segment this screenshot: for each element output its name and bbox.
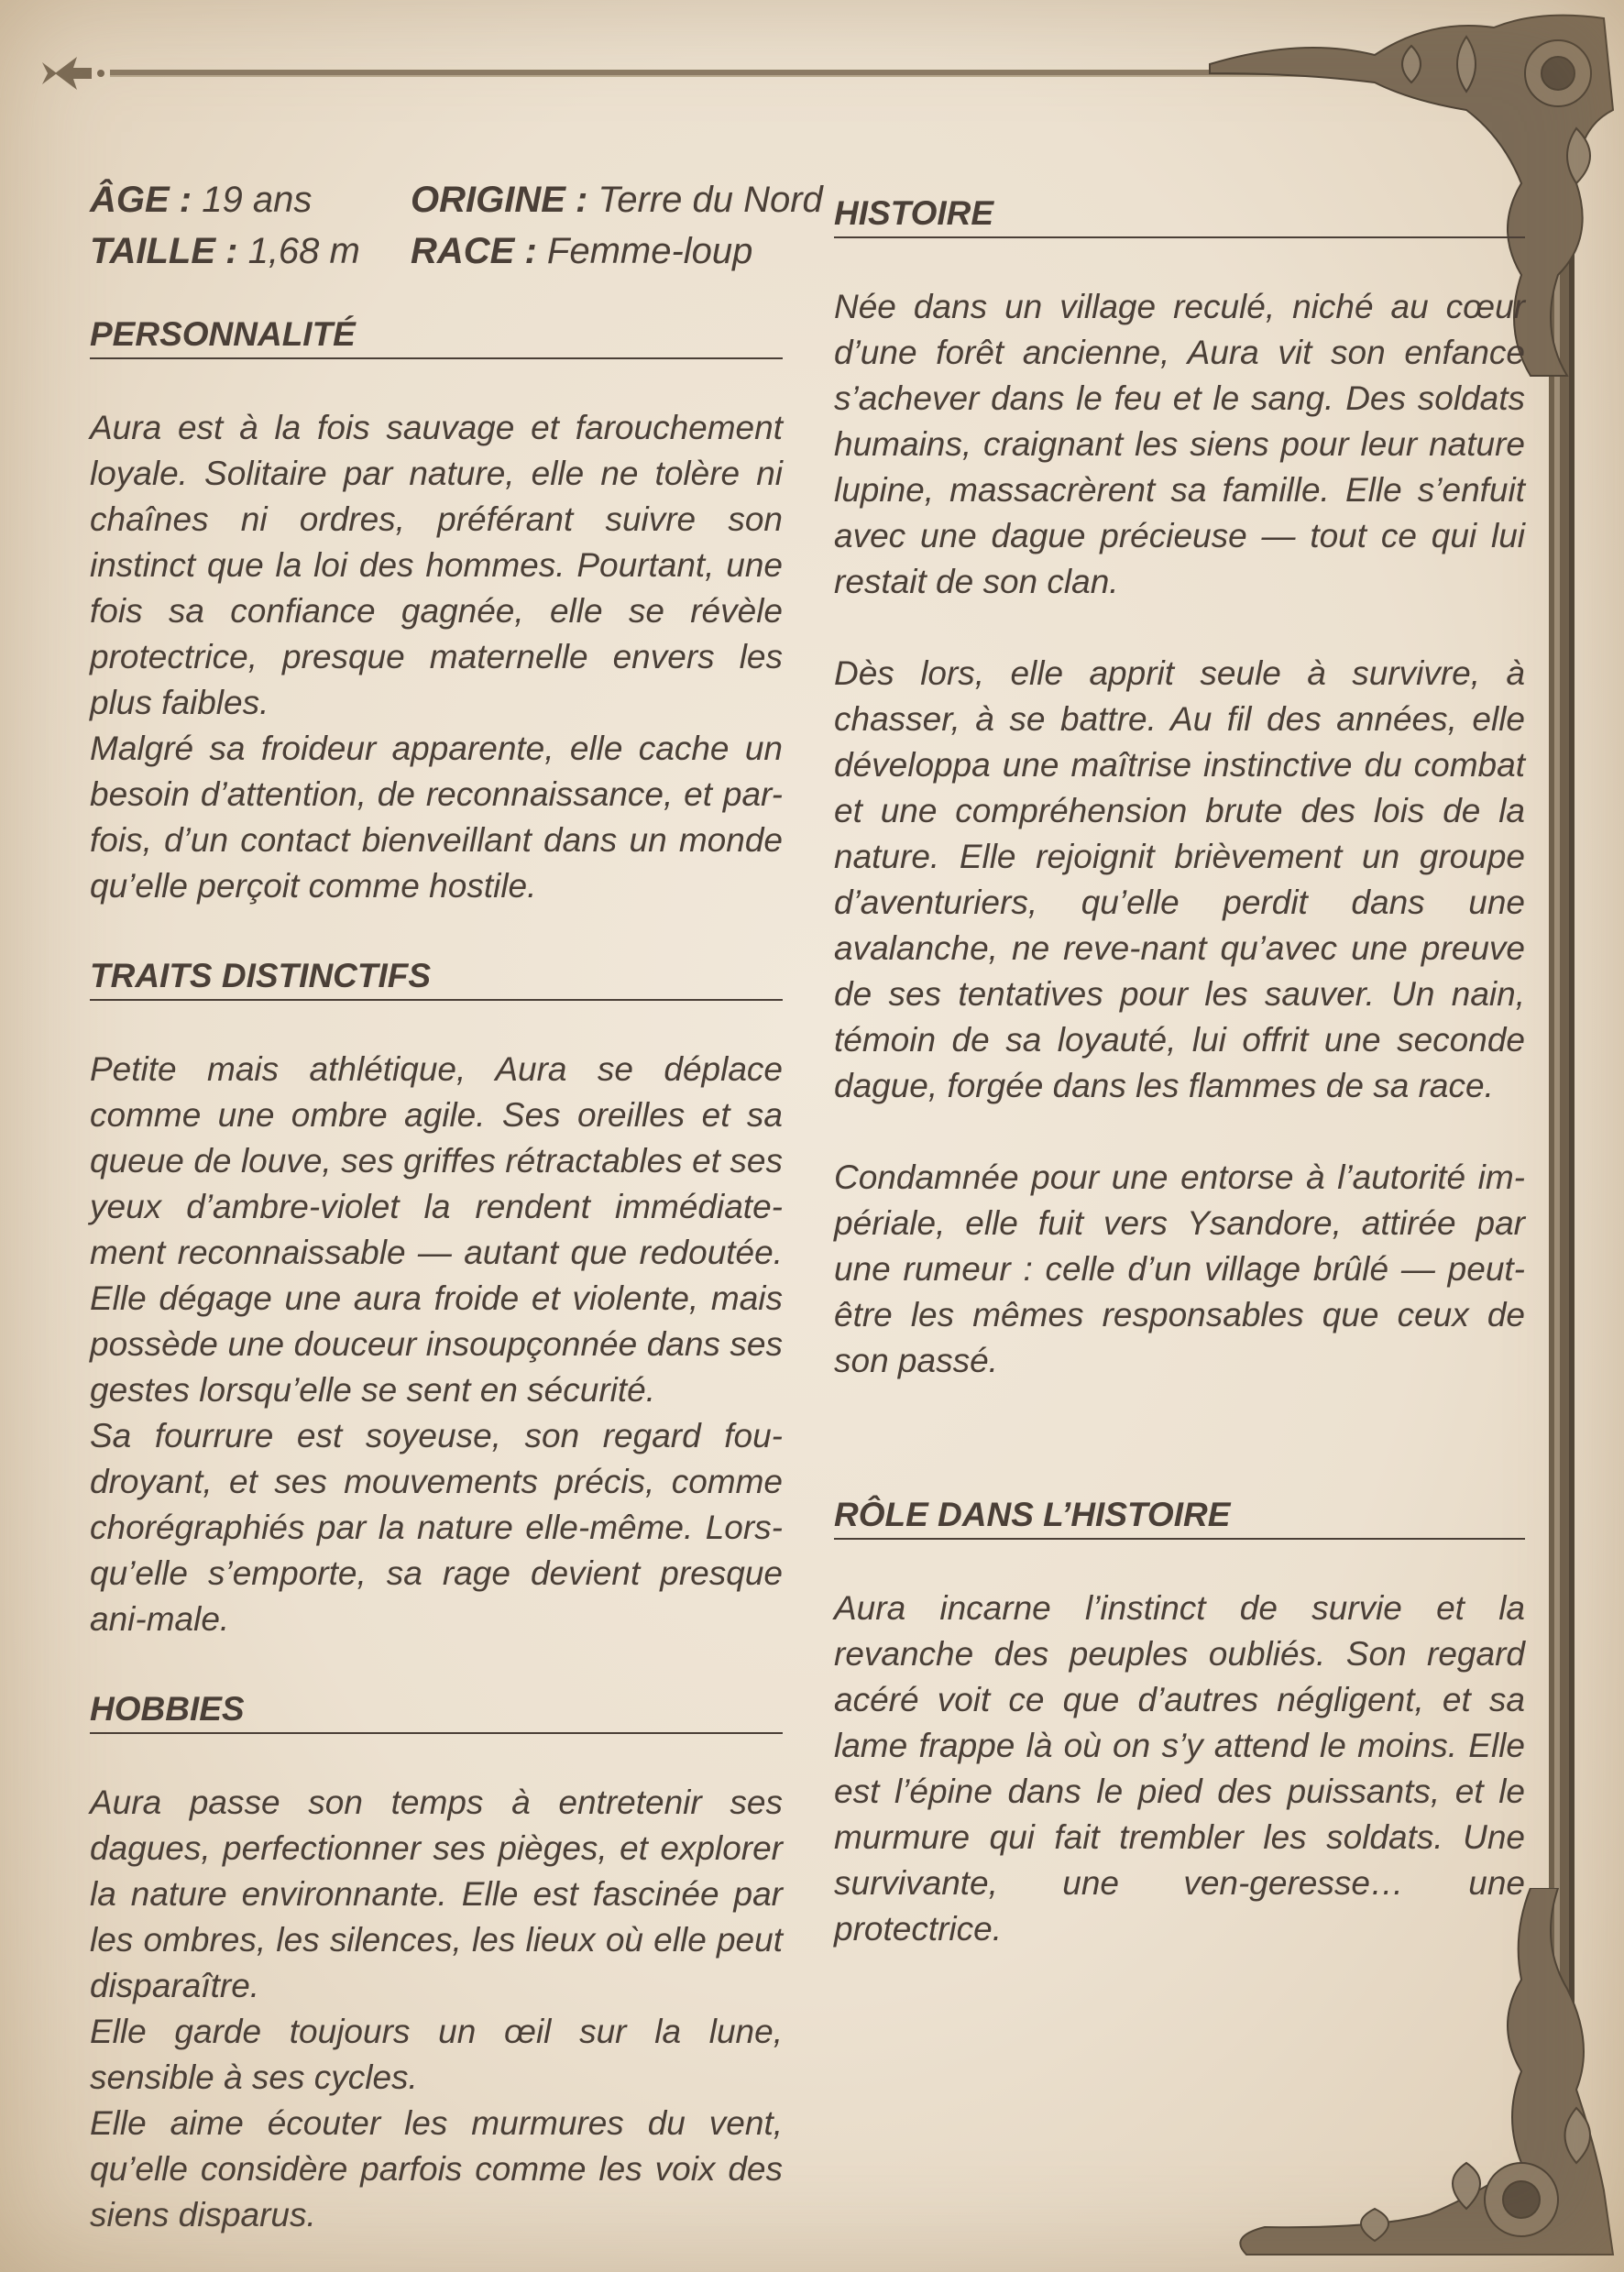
personnalite-title: PERSONNALITÉ — [90, 313, 783, 359]
identity-block — [90, 174, 823, 275]
role-title: RÔLE DANS L’HISTOIRE — [834, 1494, 1525, 1540]
personnalite-paragraph: Aura est à la fois sauvage et farouchement loyale. Solitaire par nature, elle ne tolère ni chaînes ni ordres, préférant suivre son instinct que la loi des hommes. Pourtant, une fois sa confiance gagnée, elle se révèle protectrice, presque maternelle envers les plus faibles. — [90, 409, 783, 721]
personnalite-paragraph: Malgré sa froideur apparente, elle cache un besoin d’attention, de reconnaissance, et par-fois, d’un contact bienveillant dans un monde qu’elle perçoit comme hostile. — [90, 730, 783, 905]
traits-title: TRAITS DISTINCTIFS — [90, 955, 783, 1001]
traits-paragraph: Petite mais athlétique, Aura se déplace comme une ombre agile. Ses oreilles et sa queue de louve, ses griffes rétractables et ses yeux d’ambre-violet la rendent immédiate-ment reconnaissable — autant que redoutée. Elle dégage une aura froide et violente, mais possède une douceur insoupçonnée dans ses gestes lorsqu’elle se sent en sécurité. — [90, 1050, 783, 1409]
origin-value: Terre du Nord — [587, 180, 823, 220]
role-paragraph: Aura incarne l’instinct de survie et la revanche des peuples oubliés. Son regard acéré voit ce que d’autres négligent, et sa lame frappe là où on s’y attend le moins. Elle est l’épine dans le pied des puissants, et le murmure qui fait trembler les soldats. Une survivante, une ven-geresse… une protectrice. — [834, 1589, 1525, 1948]
age-value: 19 ans — [192, 180, 313, 220]
hobbies-paragraph: Aura passe son temps à entretenir ses dagues, perfectionner ses pièges, et explorer la nature environnante. Elle est fascinée par les ombres, les silences, les lieux où elle peut disparaître. — [90, 1784, 783, 2004]
hobbies-paragraph: Elle garde toujours un œil sur la lune, sensible à ses cycles. — [90, 2013, 783, 2096]
age-label: ÂGE : — [90, 180, 192, 220]
histoire-title: HISTOIRE — [834, 192, 1525, 238]
hobbies-paragraph: Elle aime écouter les murmures du vent, qu’elle considère parfois comme les voix des siens disparus. — [90, 2104, 783, 2234]
histoire-paragraph: Dès lors, elle apprit seule à survivre, à chasser, à se battre. Au fil des années, elle développa une maîtrise instinctive du combat et une compréhension brute des lois de la nature. Elle rejoignit brièvement un groupe d’aventuriers, qu’elle perdit dans une avalanche, ne reve-nant qu’avec une preuve de ses tentatives pour les sauver. Un nain, témoin de sa loyauté, lui offrit une seconde dague, forgée dans les flammes de sa race. — [834, 654, 1525, 1104]
histoire-paragraph: Condamnée pour une entorse à l’autorité im-périale, elle fuit vers Ysandore, attirée par une rumeur : celle d’un village brûlé — peut-être les mêmes responsables que ceux de son passé. — [834, 1158, 1525, 1379]
histoire-paragraph: Née dans un village reculé, niché au cœur d’une forêt ancienne, Aura vit son enfance s’achever dans le feu et le sang. Des soldats humains, craignant les siens pour leur nature lupine, massacrèrent sa famille. Elle s’enfuit avec une dague précieuse — tout ce qui lui restait de son clan. — [834, 288, 1525, 600]
right-column — [834, 192, 1525, 1952]
age-field — [90, 174, 312, 225]
hobbies-title: HOBBIES — [90, 1688, 783, 1734]
height-label: TAILLE : — [90, 231, 238, 271]
race-label: RACE : — [411, 231, 537, 271]
race-value: Femme-loup — [536, 231, 753, 271]
origin-field — [411, 174, 823, 225]
left-column — [90, 174, 823, 2238]
height-value: 1,68 m — [237, 231, 360, 271]
origin-label: ORIGINE : — [411, 180, 588, 220]
height-field — [90, 225, 360, 277]
traits-paragraph: Sa fourrure est soyeuse, son regard fou-droyant, et ses mouvements précis, comme chorégraphiés par la nature elle-même. Lors-qu’elle s’emporte, sa rage devient presque ani-male. — [90, 1417, 783, 1638]
race-field — [411, 225, 752, 277]
